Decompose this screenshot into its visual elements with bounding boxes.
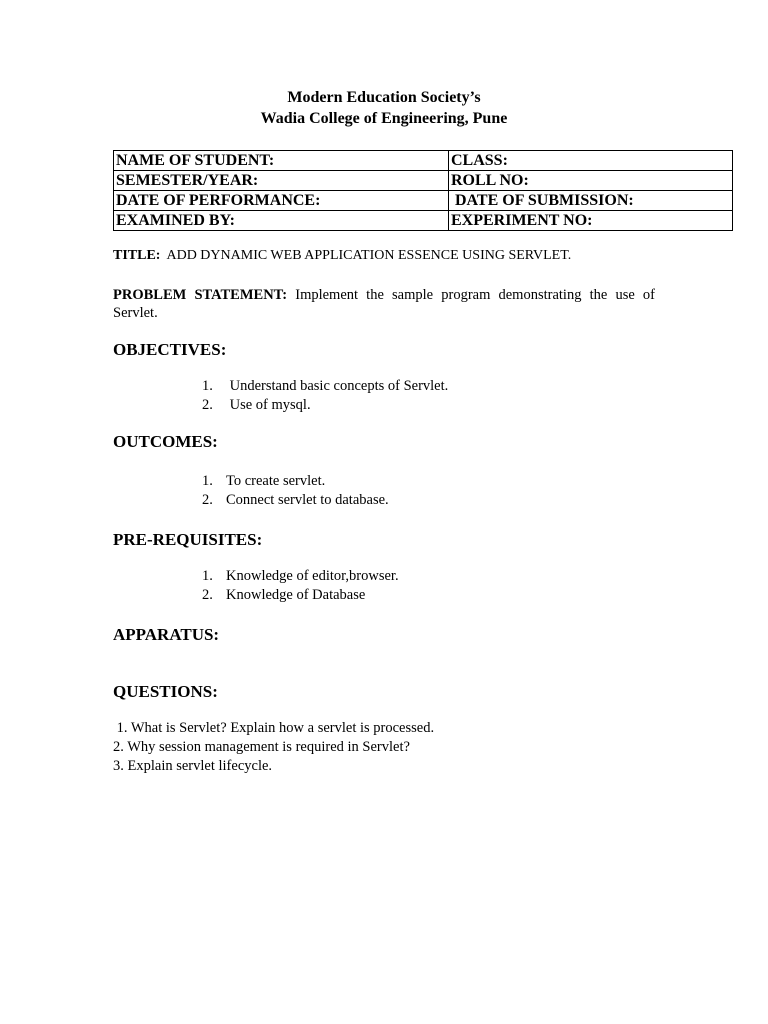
date-of-performance-cell: DATE OF PERFORMANCE:: [114, 191, 449, 211]
class-cell: CLASS:: [449, 151, 733, 171]
title-line: [113, 248, 571, 264]
problem-statement-label: PROBLEM STATEMENT:: [113, 287, 288, 303]
problem-statement: [113, 286, 655, 322]
table-row: [114, 151, 733, 171]
apparatus-heading: APPARATUS:: [113, 625, 220, 644]
roll-no-cell: ROLL NO:: [449, 171, 733, 191]
questions-list: [113, 719, 434, 776]
title-label: TITLE:: [113, 248, 161, 263]
semester-year-cell: SEMESTER/YEAR:: [114, 171, 449, 191]
prerequisites-heading: PRE-REQUISITES:: [113, 530, 263, 549]
objectives-list: [202, 377, 448, 415]
table-row: [114, 191, 733, 211]
list-item: 1. What is Servlet? Explain how a servlet is processed.: [113, 720, 435, 736]
problem-statement-text: Implement the sample program demonstrating the use of Servlet.: [113, 287, 655, 321]
student-info-table: [113, 150, 733, 231]
list-item: 1. To create servlet.: [202, 473, 326, 489]
list-item: 3. Explain servlet lifecycle.: [113, 758, 273, 774]
questions-heading: QUESTIONS:: [113, 682, 218, 701]
experiment-no-cell: EXPERIMENT NO:: [449, 211, 733, 231]
table-row: [114, 211, 733, 231]
list-item: 2. Knowledge of Database: [202, 587, 366, 603]
prerequisites-list: [202, 567, 399, 605]
society-name: Modern Education Society’s: [287, 89, 481, 106]
list-item: 1. Knowledge of editor,browser.: [202, 568, 399, 584]
date-of-submission-cell: DATE OF SUBMISSION:: [449, 191, 733, 211]
list-item: 2. Use of mysql.: [202, 397, 311, 413]
college-name: Wadia College of Engineering, Pune: [260, 110, 508, 127]
title-value: ADD DYNAMIC WEB APPLICATION ESSENCE USING SERVLET.: [166, 248, 572, 263]
outcomes-heading: OUTCOMES:: [113, 432, 218, 451]
outcomes-list: [202, 472, 389, 510]
list-item: 2. Connect servlet to database.: [202, 492, 389, 508]
list-item: 2. Why session management is required in Servlet?: [113, 739, 410, 755]
table-row: [114, 171, 733, 191]
list-item: 1. Understand basic concepts of Servlet.: [202, 378, 449, 394]
name-of-student-cell: NAME OF STUDENT:: [114, 151, 449, 171]
objectives-heading: OBJECTIVES:: [113, 340, 227, 359]
examined-by-cell: EXAMINED BY:: [114, 211, 449, 231]
